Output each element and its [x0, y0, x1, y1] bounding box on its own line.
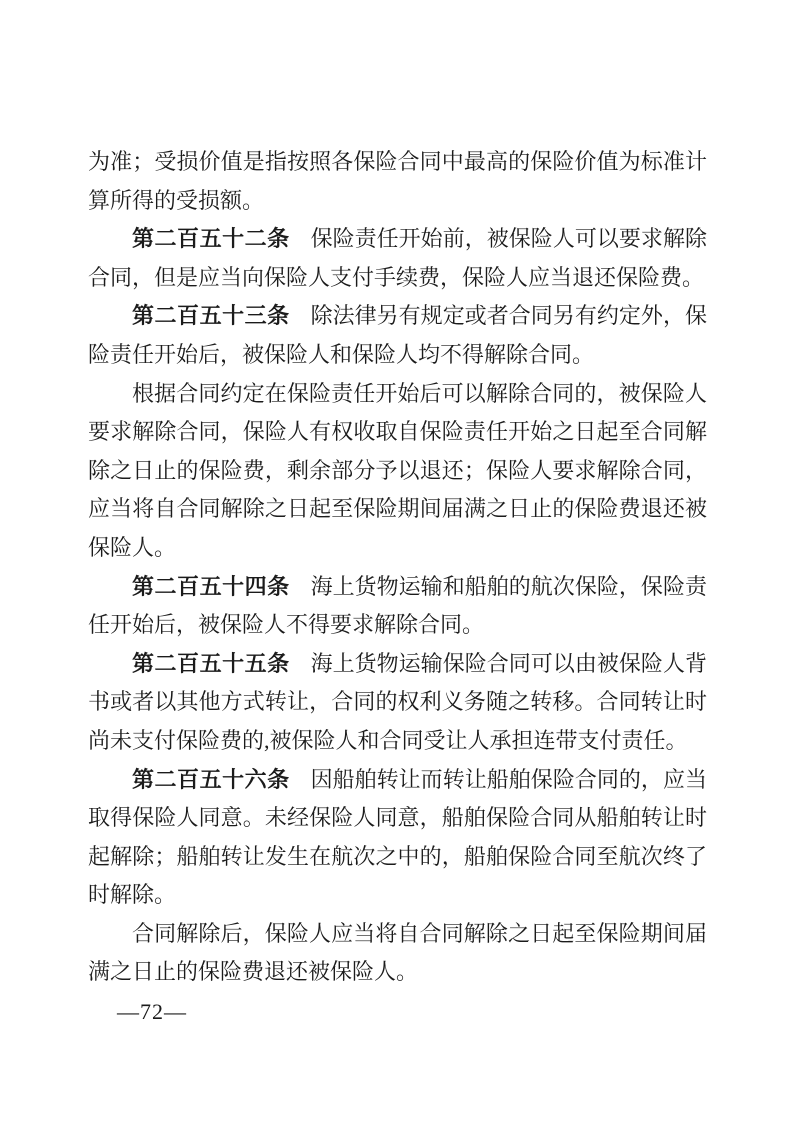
article-number: 第二百五十五条	[132, 650, 290, 676]
body-paragraph	[88, 915, 707, 992]
article-number: 第二百五十四条	[132, 573, 290, 599]
article-number: 第二百五十六条	[132, 766, 290, 792]
paragraph-text: 因船舶转让而转让船舶保险合同的，应当取得保险人同意。未经保险人同意，船舶保险合同从船舶转让时起解除；船舶转让发生在航次之中的，船舶保险合同至航次终了时解除。	[88, 766, 707, 908]
paragraph-text: 海上货物运输保险合同可以由被保险人背书或者以其他方式转让，合同的权利义务随之转移。合同转让时尚未支付保险费的,被保险人和合同受让人承担连带支付责任。	[88, 650, 707, 753]
article-paragraph	[88, 297, 707, 374]
article-paragraph	[88, 645, 707, 761]
article-number: 第二百五十三条	[132, 303, 290, 329]
paragraph-text: 合同解除后，保险人应当将自合同解除之日起至保险期间届满之日止的保险费退还被保险人。	[88, 920, 707, 985]
article-paragraph	[88, 761, 707, 915]
page-number: —72—	[117, 999, 187, 1024]
paragraph-text: 保险责任开始前，被保险人可以要求解除合同，但是应当向保险人支付手续费，保险人应当退还保险费。	[88, 226, 707, 290]
paragraph-text: 为准；受损价值是指按照各保险合同中最高的保险价值为标准计算所得的受损额。	[88, 149, 707, 213]
body-paragraph	[88, 375, 707, 568]
paragraph-text: 海上货物运输和船舶的航次保险，保险责任开始后，被保险人不得要求解除合同。	[88, 573, 707, 638]
article-paragraph	[88, 568, 707, 645]
body-paragraph	[88, 143, 707, 220]
article-number: 第二百五十二条	[132, 226, 290, 252]
article-paragraph	[88, 220, 707, 297]
paragraph-text: 根据合同约定在保险责任开始后可以解除合同的，被保险人要求解除合同，保险人有权收取自保险责任开始之日起至合同解除之日止的保险费，剩余部分予以退还；保险人要求解除合同，应当将自合同解除之日起至保险期间届满之日止的保险费退还被保险人。	[88, 380, 707, 560]
paragraph-text: 除法律另有规定或者合同另有约定外，保险责任开始后，被保险人和保险人均不得解除合同。	[88, 303, 707, 367]
text-block	[88, 143, 707, 992]
